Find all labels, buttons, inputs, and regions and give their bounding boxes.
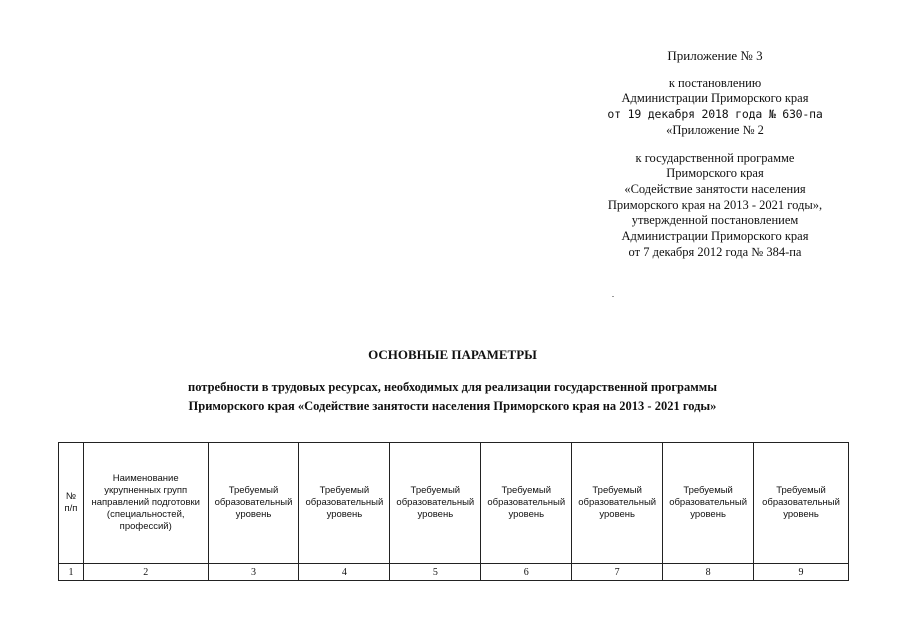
program-line: Приморского края на 2013 - 2021 годы»,	[607, 197, 823, 212]
program-line: от 7 декабря 2012 года № 384-па	[628, 244, 802, 259]
table-number-row	[59, 564, 849, 581]
header-cell: Требуемый образовательный уровень	[754, 443, 849, 564]
program-line: Приморского края	[666, 166, 764, 181]
subtitle-line: Приморского края «Содействие занятости населения Приморского края на 2013 - 2021 годы»	[188, 399, 717, 413]
number-cell: 3	[208, 564, 299, 581]
appendix-block	[560, 48, 870, 260]
header-cell: Требуемый образовательный уровень	[208, 443, 299, 564]
number-cell: 6	[481, 564, 572, 581]
subtitle-line: потребности в трудовых ресурсах, необходимых для реализации государственной программы	[188, 380, 717, 394]
program-line: утвержденной постановлением	[631, 213, 799, 228]
number-cell: 2	[83, 564, 208, 581]
appendix-line: к постановлению	[668, 75, 762, 90]
number-cell: 4	[299, 564, 390, 581]
parameters-table	[58, 442, 849, 581]
decree-stamp: от 19 декабря 2018 года № 630-па	[607, 107, 823, 122]
appendix-line: Администрации Приморского края	[621, 91, 809, 106]
header-cell: Требуемый образовательный уровень	[299, 443, 390, 564]
header-cell: Требуемый образовательный уровень	[481, 443, 572, 564]
number-cell: 8	[663, 564, 754, 581]
number-cell: 9	[754, 564, 849, 581]
header-cell: Требуемый образовательный уровень	[572, 443, 663, 564]
appendix-title: Приложение № 3	[667, 48, 763, 63]
number-cell: 5	[390, 564, 481, 581]
header-cell: Требуемый образовательный уровень	[390, 443, 481, 564]
program-line: «Содействие занятости населения	[624, 181, 806, 196]
number-cell: 1	[59, 564, 84, 581]
scan-speck	[612, 296, 614, 297]
program-line: к государственной программе	[635, 150, 795, 165]
header-cell: Наименование укрупненных групп направлений подготовки (специальностей, профессий)	[83, 443, 208, 564]
table-header-row	[59, 443, 849, 564]
document-subtitle	[0, 378, 905, 416]
number-cell: 7	[572, 564, 663, 581]
program-line: Администрации Приморского края	[621, 229, 809, 244]
header-cell: Требуемый образовательный уровень	[663, 443, 754, 564]
appendix-line: «Приложение № 2	[666, 122, 764, 137]
document-title: ОСНОВНЫЕ ПАРАМЕТРЫ	[368, 347, 537, 362]
header-cell: № п/п	[59, 443, 84, 564]
